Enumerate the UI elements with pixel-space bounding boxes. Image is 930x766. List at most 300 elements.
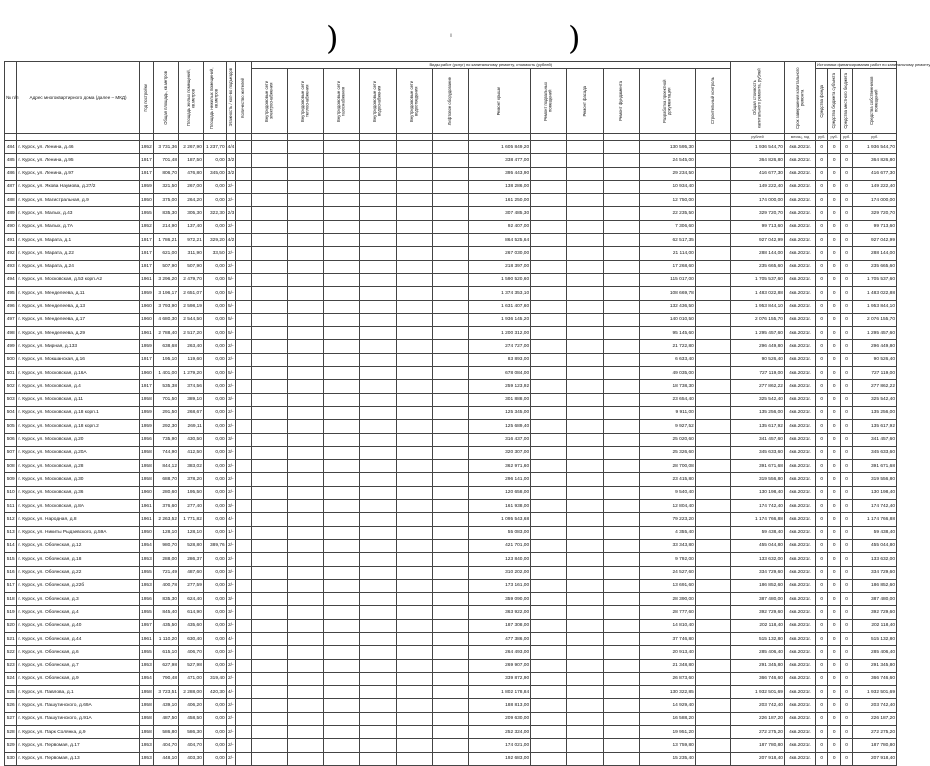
cell-area-total: 621,00 bbox=[154, 247, 179, 260]
cell-total: 277 862,22 bbox=[731, 380, 785, 393]
cell-empty bbox=[531, 380, 567, 393]
cell-empty bbox=[251, 659, 287, 672]
cell-roof: 395 443,90 bbox=[469, 167, 531, 180]
cell-f1: 0 bbox=[816, 180, 828, 193]
cell-f1: 0 bbox=[816, 273, 828, 286]
cell-empty bbox=[567, 367, 603, 380]
cell-term: 4кв.2021г. bbox=[784, 247, 815, 260]
cell-year: 1961 bbox=[139, 513, 154, 526]
cell-no: 519 bbox=[5, 606, 17, 619]
cell-roof: 83 893,00 bbox=[469, 353, 531, 366]
cell-no: 504 bbox=[5, 406, 17, 419]
cell-empty bbox=[695, 273, 730, 286]
cell-empty bbox=[324, 234, 360, 247]
cell-empty bbox=[235, 699, 251, 712]
table-row bbox=[5, 672, 897, 685]
cell-year: 1917 bbox=[139, 353, 154, 366]
cell-empty bbox=[432, 141, 468, 154]
cell-year: 1955 bbox=[139, 207, 154, 220]
cell-empty bbox=[567, 672, 603, 685]
cell-total: 1 174 766,88 bbox=[731, 513, 785, 526]
cell-empty bbox=[695, 313, 730, 326]
cell-empty bbox=[251, 207, 287, 220]
cell-empty bbox=[432, 659, 468, 672]
cell-floors: 3/- bbox=[226, 433, 235, 446]
cell-area-living: 2 517,20 bbox=[179, 327, 204, 340]
cell-empty bbox=[567, 632, 603, 645]
cell-empty bbox=[396, 154, 432, 167]
cell-design: 23 654,40 bbox=[639, 393, 695, 406]
cell-empty bbox=[235, 513, 251, 526]
cell-year: 1917 bbox=[139, 380, 154, 393]
cell-f2: 0 bbox=[828, 526, 840, 539]
cell-empty bbox=[251, 593, 287, 606]
cell-empty bbox=[251, 553, 287, 566]
cell-empty bbox=[324, 699, 360, 712]
cell-total: 345 633,60 bbox=[731, 446, 785, 459]
cell-area-nonliving: 389,76 bbox=[203, 539, 226, 552]
cell-empty bbox=[360, 446, 396, 459]
cell-year: 1961 bbox=[139, 500, 154, 513]
cell-f1: 0 bbox=[816, 446, 828, 459]
cell-area-living: 264,20 bbox=[179, 194, 204, 207]
cell-empty bbox=[360, 207, 396, 220]
cell-area-total: 214,90 bbox=[154, 220, 179, 233]
cell-f3: 0 bbox=[840, 460, 852, 473]
cell-empty bbox=[695, 632, 730, 645]
cell-empty bbox=[432, 566, 468, 579]
cell-empty bbox=[695, 247, 730, 260]
cell-empty bbox=[251, 234, 287, 247]
cell-year: 1917 bbox=[139, 234, 154, 247]
cell-no: 522 bbox=[5, 646, 17, 659]
cell-f2: 0 bbox=[828, 606, 840, 619]
cell-term: 4кв.2021г. bbox=[784, 486, 815, 499]
table-row bbox=[5, 154, 897, 167]
cell-f4: 235 665,60 bbox=[853, 260, 897, 273]
cell-address: г. Курск, ул. Московская, д.28 bbox=[17, 460, 139, 473]
cell-term: 4кв.2021г. bbox=[784, 632, 815, 645]
col-total-cost: Общая стоимость капитального ремонта, рублей bbox=[731, 62, 785, 134]
cell-roof: 138 286,00 bbox=[469, 180, 531, 193]
cell-no: 530 bbox=[5, 752, 17, 765]
cell-empty bbox=[603, 247, 639, 260]
cell-empty bbox=[287, 446, 323, 459]
cell-f1: 0 bbox=[816, 327, 828, 340]
cell-f2: 0 bbox=[828, 646, 840, 659]
cell-no: 484 bbox=[5, 141, 17, 154]
cell-roof: 1 374 353,10 bbox=[469, 287, 531, 300]
cell-term: 4кв.2021г. bbox=[784, 553, 815, 566]
cell-area-total: 721,49 bbox=[154, 566, 179, 579]
cell-empty bbox=[324, 327, 360, 340]
cell-empty bbox=[287, 207, 323, 220]
cell-term: 4кв.2021г. bbox=[784, 566, 815, 579]
cell-area-living: 2 544,50 bbox=[179, 313, 204, 326]
cell-floors: 2/- bbox=[226, 553, 235, 566]
col-w9: Ремонт фасада bbox=[567, 69, 603, 134]
cell-area-total: 435,50 bbox=[154, 619, 179, 632]
cell-f4: 272 275,20 bbox=[853, 726, 897, 739]
cell-empty bbox=[287, 353, 323, 366]
cell-empty bbox=[567, 234, 603, 247]
cell-f3: 0 bbox=[840, 273, 852, 286]
cell-area-total: 701,50 bbox=[154, 393, 179, 406]
cell-total: 1 936 544,70 bbox=[731, 141, 785, 154]
cell-empty bbox=[603, 526, 639, 539]
cell-design: 21 114,00 bbox=[639, 247, 695, 260]
cell-area-nonliving: 0,00 bbox=[203, 553, 226, 566]
col-address: Адрес многоквартирного дома (далее – МКД) bbox=[17, 62, 139, 134]
cell-empty bbox=[235, 141, 251, 154]
cell-empty bbox=[432, 234, 468, 247]
cell-empty bbox=[287, 380, 323, 393]
cell-empty bbox=[396, 539, 432, 552]
table-row bbox=[5, 752, 897, 765]
cell-total: 135 617,92 bbox=[731, 420, 785, 433]
cell-term: 4кв.2021г. bbox=[784, 367, 815, 380]
cell-empty bbox=[531, 353, 567, 366]
cell-total: 203 742,40 bbox=[731, 699, 785, 712]
cell-design: 26 873,60 bbox=[639, 672, 695, 685]
cell-total: 927 042,99 bbox=[731, 234, 785, 247]
cell-empty bbox=[603, 659, 639, 672]
cell-f1: 0 bbox=[816, 513, 828, 526]
cell-floors: 2/- bbox=[226, 539, 235, 552]
cell-empty bbox=[567, 406, 603, 419]
cell-f2: 0 bbox=[828, 420, 840, 433]
cell-empty bbox=[567, 141, 603, 154]
cell-empty bbox=[324, 287, 360, 300]
cell-empty bbox=[396, 646, 432, 659]
cell-roof: 678 084,00 bbox=[469, 367, 531, 380]
cell-floors: 3/- bbox=[226, 500, 235, 513]
cell-total: 329 720,70 bbox=[731, 207, 785, 220]
cell-area-total: 195,10 bbox=[154, 353, 179, 366]
cell-area-total: 3 793,90 bbox=[154, 300, 179, 313]
cell-empty bbox=[695, 353, 730, 366]
cell-f1: 0 bbox=[816, 659, 828, 672]
cell-address: г. Курск, ул. Обоянская, д.40 bbox=[17, 619, 139, 632]
cell-empty bbox=[695, 473, 730, 486]
cell-roof: 1 802 178,84 bbox=[469, 686, 531, 699]
cell-empty bbox=[235, 194, 251, 207]
cell-area-living: 1 771,82 bbox=[179, 513, 204, 526]
cell-design: 14 810,40 bbox=[639, 619, 695, 632]
cell-empty bbox=[287, 433, 323, 446]
cell-empty bbox=[531, 420, 567, 433]
cell-no: 526 bbox=[5, 699, 17, 712]
cell-empty bbox=[396, 726, 432, 739]
cell-empty bbox=[324, 619, 360, 632]
cell-area-living: 2 598,19 bbox=[179, 300, 204, 313]
cell-empty bbox=[235, 659, 251, 672]
table-row bbox=[5, 446, 897, 459]
cell-term: 4кв.2021г. bbox=[784, 659, 815, 672]
cell-empty bbox=[432, 367, 468, 380]
cell-total: 288 144,00 bbox=[731, 247, 785, 260]
cell-empty bbox=[235, 446, 251, 459]
cell-empty bbox=[432, 526, 468, 539]
cell-floors: 3/2 bbox=[226, 154, 235, 167]
table-row bbox=[5, 300, 897, 313]
table-row bbox=[5, 247, 897, 260]
cell-empty bbox=[531, 752, 567, 765]
cell-f3: 0 bbox=[840, 260, 852, 273]
cell-address: г. Курск, ул. Обоянская, д.44 bbox=[17, 632, 139, 645]
cell-empty bbox=[287, 406, 323, 419]
cell-empty bbox=[235, 167, 251, 180]
cell-no: 512 bbox=[5, 513, 17, 526]
cell-empty bbox=[235, 579, 251, 592]
cell-empty bbox=[531, 141, 567, 154]
cell-f3: 0 bbox=[840, 712, 852, 725]
cell-empty bbox=[432, 712, 468, 725]
cell-f4: 174 000,00 bbox=[853, 194, 897, 207]
cell-design: 9 540,40 bbox=[639, 486, 695, 499]
cell-year: 1957 bbox=[139, 619, 154, 632]
cell-design: 16 588,20 bbox=[639, 712, 695, 725]
cell-f1: 0 bbox=[816, 367, 828, 380]
cell-roof: 320 307,00 bbox=[469, 446, 531, 459]
cell-empty bbox=[603, 646, 639, 659]
cell-roof: 192 683,00 bbox=[469, 752, 531, 765]
cell-f3: 0 bbox=[840, 340, 852, 353]
cell-area-nonliving: 0,00 bbox=[203, 380, 226, 393]
cell-f4: 392 729,60 bbox=[853, 606, 897, 619]
cell-f2: 0 bbox=[828, 433, 840, 446]
cell-empty bbox=[603, 553, 639, 566]
cell-empty bbox=[396, 273, 432, 286]
cell-empty bbox=[396, 353, 432, 366]
cell-empty bbox=[695, 659, 730, 672]
cell-f2: 0 bbox=[828, 739, 840, 752]
cell-area-nonliving: 0,00 bbox=[203, 446, 226, 459]
cell-area-total: 1 401,00 bbox=[154, 367, 179, 380]
cell-address: г. Курск, ул. Московская, д.4 bbox=[17, 380, 139, 393]
cell-empty bbox=[603, 260, 639, 273]
cell-f2: 0 bbox=[828, 340, 840, 353]
cell-design: 9 792,00 bbox=[639, 553, 695, 566]
cell-roof: 174 021,00 bbox=[469, 739, 531, 752]
cell-empty bbox=[251, 473, 287, 486]
cell-floors: 2/- bbox=[226, 460, 235, 473]
cell-term: 4кв.2021г. bbox=[784, 646, 815, 659]
cell-area-living: 263,40 bbox=[179, 340, 204, 353]
cell-f1: 0 bbox=[816, 433, 828, 446]
cell-empty bbox=[324, 194, 360, 207]
cell-f1: 0 bbox=[816, 207, 828, 220]
cell-empty bbox=[567, 513, 603, 526]
cell-no: 523 bbox=[5, 659, 17, 672]
cell-empty bbox=[251, 380, 287, 393]
cell-address: г. Курск, ул. Обоянская, д.12 bbox=[17, 539, 139, 552]
cell-no: 513 bbox=[5, 526, 17, 539]
cell-address: г. Курск, ул. Менделеева, д.13 bbox=[17, 300, 139, 313]
cell-f2: 0 bbox=[828, 287, 840, 300]
cell-total: 391 671,68 bbox=[731, 460, 785, 473]
cell-empty bbox=[603, 606, 639, 619]
cell-empty bbox=[360, 659, 396, 672]
table-row bbox=[5, 619, 897, 632]
cell-empty bbox=[567, 539, 603, 552]
cell-empty bbox=[603, 313, 639, 326]
cell-empty bbox=[603, 353, 639, 366]
cell-empty bbox=[287, 180, 323, 193]
cell-empty bbox=[603, 672, 639, 685]
cell-design: 21 348,80 bbox=[639, 659, 695, 672]
cell-total: 296 449,80 bbox=[731, 340, 785, 353]
cell-area-total: 321,50 bbox=[154, 180, 179, 193]
cell-empty bbox=[235, 380, 251, 393]
cell-f1: 0 bbox=[816, 420, 828, 433]
cell-empty bbox=[603, 380, 639, 393]
cell-empty bbox=[251, 672, 287, 685]
cell-empty bbox=[432, 180, 468, 193]
cell-empty bbox=[287, 619, 323, 632]
cell-term: 4кв.2021г. bbox=[784, 313, 815, 326]
unit-f3: руб. bbox=[840, 134, 852, 141]
cell-empty bbox=[324, 500, 360, 513]
table-row bbox=[5, 526, 897, 539]
cell-f4: 1 932 501,69 bbox=[853, 686, 897, 699]
col-w4: Внутридомовые сети водоснабжения bbox=[360, 69, 396, 134]
cell-empty bbox=[396, 220, 432, 233]
cell-year: 1952 bbox=[139, 141, 154, 154]
cell-no: 506 bbox=[5, 433, 17, 446]
cell-empty bbox=[324, 553, 360, 566]
cell-empty bbox=[251, 646, 287, 659]
cell-area-total: 586,80 bbox=[154, 726, 179, 739]
cell-floors: 2/- bbox=[226, 619, 235, 632]
cell-term: 4кв.2021г. bbox=[784, 739, 815, 752]
cell-f4: 325 542,40 bbox=[853, 393, 897, 406]
cell-area-living: 476,80 bbox=[179, 167, 204, 180]
cell-empty bbox=[360, 353, 396, 366]
cell-empty bbox=[324, 460, 360, 473]
cell-empty bbox=[287, 486, 323, 499]
cell-address: г. Курск, ул. Менделеева, д.11 bbox=[17, 287, 139, 300]
cell-area-total: 806,70 bbox=[154, 167, 179, 180]
cell-term: 4кв.2021г. bbox=[784, 406, 815, 419]
cell-year: 1959 bbox=[139, 340, 154, 353]
cell-empty bbox=[432, 207, 468, 220]
cell-empty bbox=[432, 539, 468, 552]
cell-empty bbox=[396, 380, 432, 393]
cell-empty bbox=[324, 154, 360, 167]
cell-no: 488 bbox=[5, 194, 17, 207]
cell-no: 491 bbox=[5, 234, 17, 247]
cell-f2: 0 bbox=[828, 141, 840, 154]
cell-roof: 161 250,00 bbox=[469, 194, 531, 207]
cell-empty bbox=[251, 247, 287, 260]
cell-area-living: 528,80 bbox=[179, 539, 204, 552]
cell-total: 416 677,30 bbox=[731, 167, 785, 180]
cell-empty bbox=[396, 619, 432, 632]
cell-floors: 5/- bbox=[226, 367, 235, 380]
cell-total: 334 729,60 bbox=[731, 566, 785, 579]
cell-area-living: 128,10 bbox=[179, 526, 204, 539]
cell-area-living: 430,50 bbox=[179, 433, 204, 446]
cell-term: 4кв.2021г. bbox=[784, 154, 815, 167]
cell-term: 4кв.2021г. bbox=[784, 420, 815, 433]
cell-f4: 515 132,80 bbox=[853, 632, 897, 645]
cell-empty bbox=[360, 513, 396, 526]
cell-empty bbox=[324, 486, 360, 499]
cell-roof: 307 485,30 bbox=[469, 207, 531, 220]
cell-empty bbox=[603, 460, 639, 473]
cell-year: 1953 bbox=[139, 579, 154, 592]
cell-empty bbox=[531, 367, 567, 380]
col-w12: Строительный контроль bbox=[695, 69, 730, 134]
cell-empty bbox=[695, 646, 730, 659]
cell-empty bbox=[432, 220, 468, 233]
cell-floors: 4/- bbox=[226, 686, 235, 699]
table-row bbox=[5, 420, 897, 433]
cell-f3: 0 bbox=[840, 686, 852, 699]
cell-empty bbox=[360, 566, 396, 579]
cell-floors: 2/- bbox=[226, 659, 235, 672]
cell-roof: 339 872,90 bbox=[469, 672, 531, 685]
cell-floors: 2/- bbox=[226, 194, 235, 207]
cell-no: 514 bbox=[5, 539, 17, 552]
cell-empty bbox=[432, 327, 468, 340]
cell-empty bbox=[396, 300, 432, 313]
cell-design: 33 343,80 bbox=[639, 539, 695, 552]
cell-no: 505 bbox=[5, 420, 17, 433]
cell-f4: 345 633,60 bbox=[853, 446, 897, 459]
cell-empty bbox=[251, 486, 287, 499]
cell-area-nonliving: 0,00 bbox=[203, 393, 226, 406]
cell-roof: 120 658,00 bbox=[469, 486, 531, 499]
cell-empty bbox=[603, 593, 639, 606]
cell-empty bbox=[396, 699, 432, 712]
cell-empty bbox=[360, 154, 396, 167]
cell-year: 1955 bbox=[139, 646, 154, 659]
cell-area-nonliving: 0,00 bbox=[203, 513, 226, 526]
cell-area-living: 412,50 bbox=[179, 446, 204, 459]
cell-no: 501 bbox=[5, 367, 17, 380]
cell-year: 1954 bbox=[139, 539, 154, 552]
cell-empty bbox=[531, 207, 567, 220]
cell-empty bbox=[567, 154, 603, 167]
cell-empty bbox=[324, 167, 360, 180]
cell-floors: 2/- bbox=[226, 726, 235, 739]
cell-empty bbox=[396, 367, 432, 380]
cell-empty bbox=[603, 420, 639, 433]
cell-empty bbox=[567, 273, 603, 286]
cell-f1: 0 bbox=[816, 406, 828, 419]
capital-repair-table bbox=[4, 61, 930, 766]
cell-empty bbox=[396, 446, 432, 459]
cell-f3: 0 bbox=[840, 234, 852, 247]
cell-area-total: 288,00 bbox=[154, 553, 179, 566]
cell-empty bbox=[396, 340, 432, 353]
cell-empty bbox=[531, 287, 567, 300]
cell-empty bbox=[235, 313, 251, 326]
cell-empty bbox=[695, 539, 730, 552]
cell-empty bbox=[251, 686, 287, 699]
cell-empty bbox=[567, 446, 603, 459]
cell-empty bbox=[235, 300, 251, 313]
cell-empty bbox=[603, 207, 639, 220]
cell-area-total: 4 680,30 bbox=[154, 313, 179, 326]
cell-empty bbox=[695, 220, 730, 233]
cell-empty bbox=[603, 500, 639, 513]
cell-area-total: 448,10 bbox=[154, 752, 179, 765]
cell-empty bbox=[251, 327, 287, 340]
cell-total: 291 345,80 bbox=[731, 659, 785, 672]
